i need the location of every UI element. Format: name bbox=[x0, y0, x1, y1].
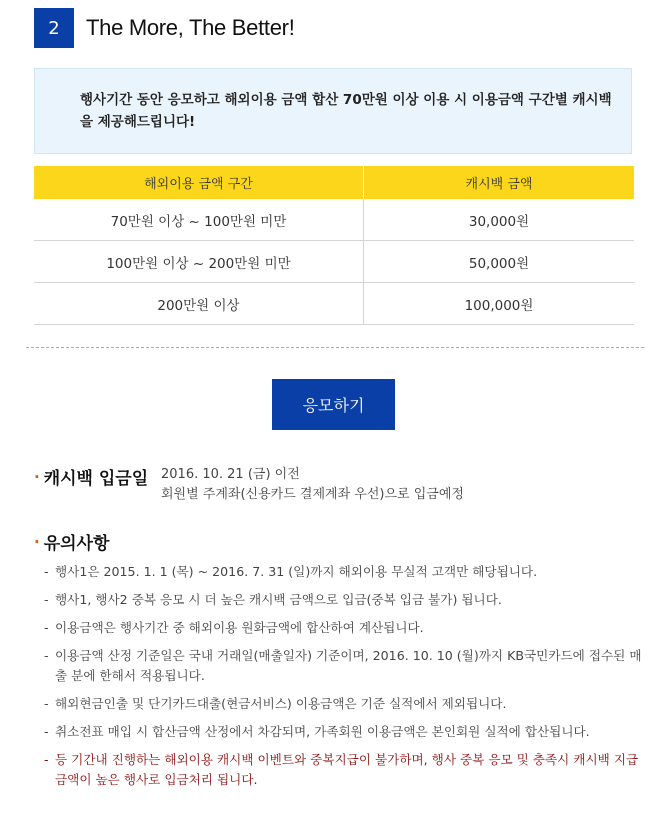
list-item: - 행사1, 행사2 중복 응모 시 더 높은 캐시백 금액으로 입금(중복 입금 불가) 됩니다. bbox=[44, 592, 502, 607]
caution-title-row bbox=[34, 529, 109, 554]
caution-list bbox=[44, 562, 644, 798]
cashback-cell: 30,000원 bbox=[364, 199, 635, 241]
cashback-date-section bbox=[34, 464, 464, 502]
notice-text: 행사기간 동안 응모하고 해외이용 금액 합산 70만원 이상 이용 시 이용금액 구간별 캐시백을 제공해드립니다! bbox=[80, 92, 612, 130]
table-header-row bbox=[34, 166, 634, 199]
table-row bbox=[34, 199, 634, 241]
table-row bbox=[34, 283, 634, 325]
section-header bbox=[34, 8, 295, 48]
section-number-badge: 2 bbox=[34, 8, 74, 48]
header-cashback-amount: 캐시백 금액 bbox=[364, 166, 635, 199]
caution-section bbox=[34, 529, 109, 554]
list-item: - 해외현금인출 및 단기카드대출(현금서비스) 이용금액은 기준 실적에서 제외됩니다. bbox=[44, 696, 507, 711]
caution-title: 유의사항 bbox=[43, 534, 110, 554]
cashback-date-line2: 회원별 주계좌(신용카드 결제계좌 우선)으로 입금예정 bbox=[161, 487, 464, 502]
cashback-date-detail bbox=[161, 465, 464, 505]
cashback-date-title-row bbox=[34, 464, 148, 489]
list-item: - 이용금액은 행사기간 중 해외이용 원화금액에 합산하여 계산됩니다. bbox=[44, 620, 424, 635]
dashed-divider bbox=[26, 347, 644, 348]
cashback-date-line1: 2016. 10. 21 (금) 이전 bbox=[161, 467, 300, 482]
list-item-warning: - 등 기간내 진행하는 해외이용 캐시백 이벤트와 중복지급이 불가하며, 행사 중복 응모 및 충족시 캐시백 지급 금액이 높은 행사로 입금처리 됩니다. bbox=[44, 752, 639, 787]
amount-range-cell: 70만원 이상 ~ 100만원 미만 bbox=[34, 199, 364, 241]
header-amount-range: 해외이용 금액 구간 bbox=[34, 166, 364, 199]
table-row bbox=[34, 241, 634, 283]
bullet-icon: · bbox=[34, 532, 40, 551]
cashback-cell: 100,000원 bbox=[364, 283, 635, 325]
notice-box bbox=[34, 68, 632, 154]
apply-button[interactable]: 응모하기 bbox=[272, 379, 395, 430]
list-item: - 취소전표 매입 시 합산금액 산정에서 차감되며, 가족회원 이용금액은 본인회원 실적에 합산됩니다. bbox=[44, 724, 590, 739]
cashback-cell: 50,000원 bbox=[364, 241, 635, 283]
bullet-icon: · bbox=[34, 467, 40, 486]
section-title: The More, The Better! bbox=[86, 15, 295, 40]
list-item: - 행사1은 2015. 1. 1 (목) ~ 2016. 7. 31 (일)까지 해외이용 무실적 고객만 해당됩니다. bbox=[44, 564, 538, 579]
list-item: - 이용금액 산정 기준일은 국내 거래일(매출일자) 기준이며, 2016. 10. 10 (월)까지 KB국민카드에 접수된 매출 분에 한해서 적용됩니다. bbox=[44, 648, 642, 683]
amount-range-cell: 100만원 이상 ~ 200만원 미만 bbox=[34, 241, 364, 283]
cashback-date-title: 캐시백 입금일 bbox=[43, 469, 149, 489]
amount-range-cell: 200만원 이상 bbox=[34, 283, 364, 325]
cashback-table bbox=[34, 166, 634, 325]
